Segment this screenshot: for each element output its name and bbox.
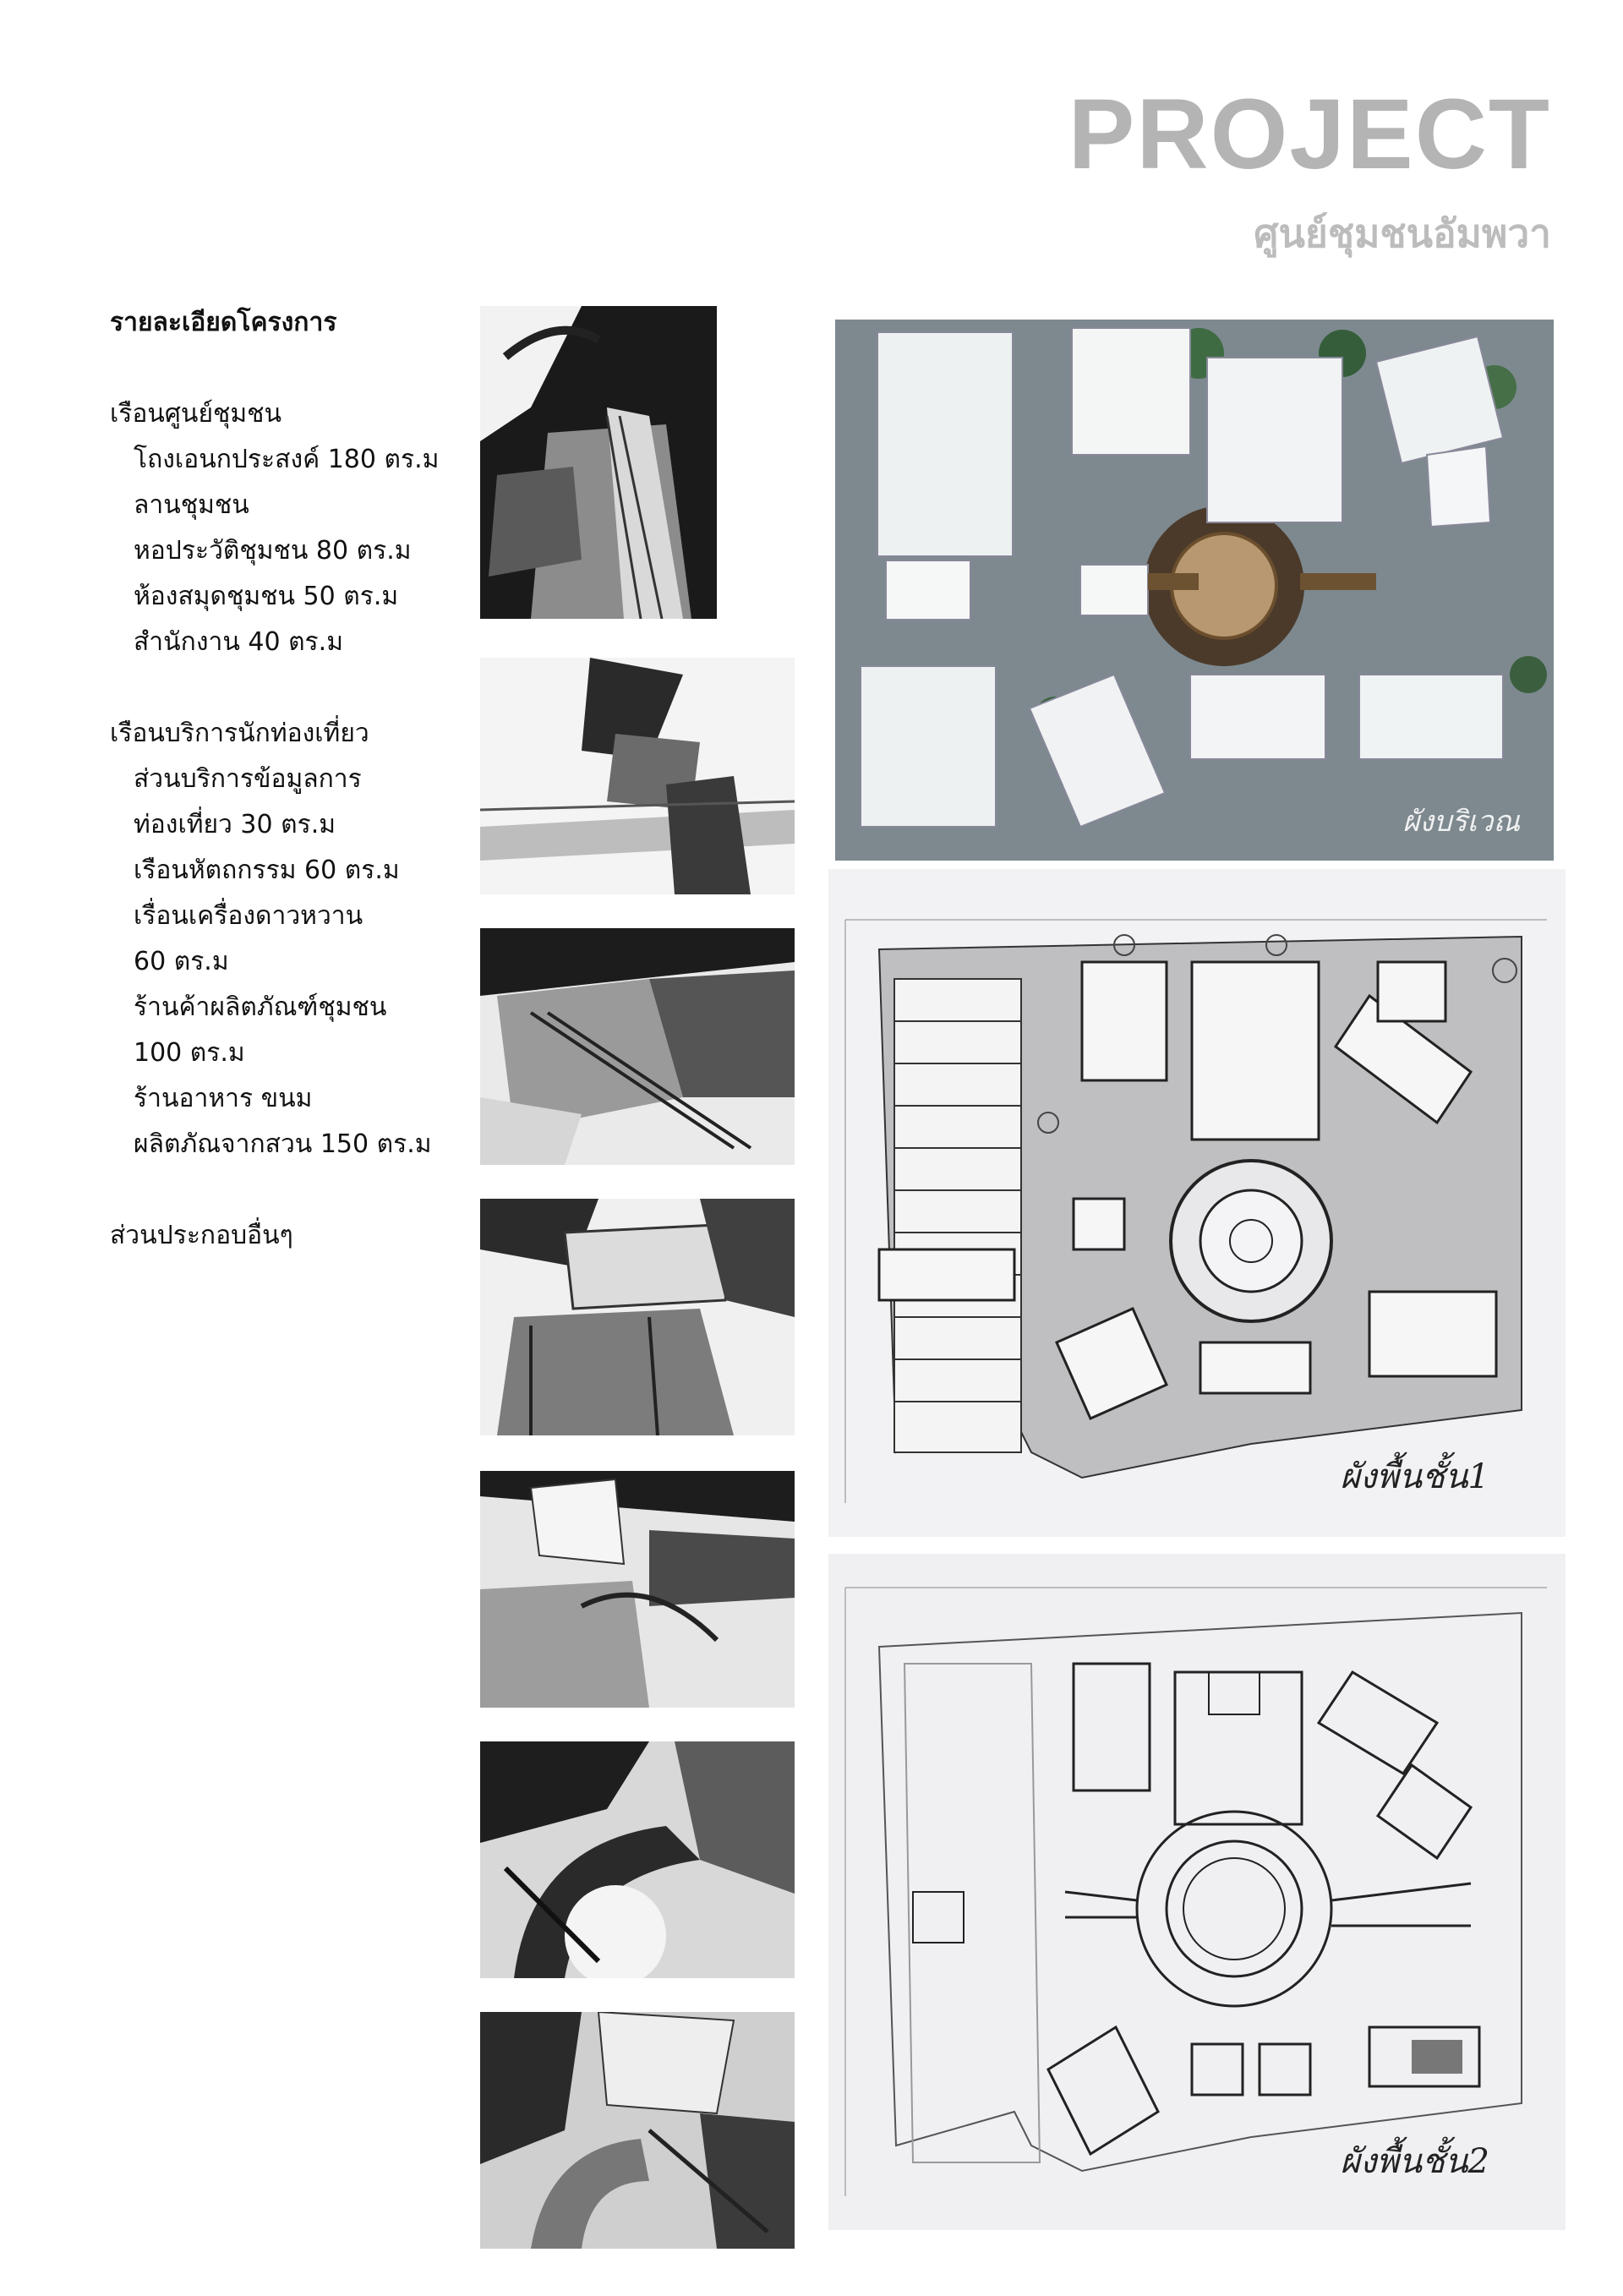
detail-group-community — [110, 391, 465, 665]
detail-item: หอประวัติชุมชน 80 ตร.ม — [134, 536, 412, 566]
detail-group-other — [110, 1213, 465, 1259]
detail-item: เรื่อนเครื่องดาวหวาน — [134, 901, 363, 931]
detail-item: ส่วนบริการข้อมูลการ — [134, 764, 362, 794]
detail-item: ร้านอาหาร ขนม — [134, 1084, 313, 1113]
model-photo-3 — [480, 928, 795, 1165]
floor-plan-2 — [828, 1554, 1566, 2230]
detail-item: 60 ตร.ม — [134, 947, 229, 976]
detail-item: ร้านค้าผลิตภัณฑ์ชุมชน — [134, 992, 387, 1022]
page-header — [1068, 79, 1551, 265]
project-details — [110, 300, 465, 1304]
detail-item: โถงเอนกประสงค์ 180 ตร.ม — [134, 445, 440, 474]
floor-plan-2-label: ผังพื้นชั้น2 — [1340, 2142, 1489, 2181]
detail-item: ท่องเที่ยว 30 ตร.ม — [134, 810, 336, 839]
detail-item: ลานชุมชน — [134, 490, 249, 520]
model-photo-4 — [480, 1199, 795, 1435]
detail-group-title: เรือนศูนย์ชุมชน — [110, 399, 282, 429]
model-photo-7 — [480, 2012, 795, 2249]
floor-plan-1-label: ผังพื้นชั้น1 — [1340, 1457, 1489, 1496]
model-photo-6 — [480, 1741, 795, 1978]
detail-item: 100 ตร.ม — [134, 1038, 245, 1068]
model-photo-5 — [480, 1471, 795, 1708]
site-plan-render — [835, 320, 1554, 861]
render-label: ผังบริเวณ — [1402, 805, 1520, 839]
floor-plan-1 — [828, 869, 1566, 1537]
detail-group-title: เรือนบริการนักท่องเที่ยว — [110, 719, 369, 748]
details-heading: รายละเอียดโครงการ — [110, 308, 337, 337]
detail-item: เรือนหัตถกรรม 60 ตร.ม — [134, 856, 400, 885]
page-title: PROJECT — [1068, 79, 1551, 190]
detail-item: ผลิตภัณจากสวน 150 ตร.ม — [134, 1129, 432, 1159]
page-subtitle: ศูนย์ชุมชนอัมพวา — [1254, 210, 1551, 256]
model-photo-2 — [480, 658, 795, 894]
model-photo-1 — [480, 306, 717, 619]
detail-item: ห้องสมุดชุมชน 50 ตร.ม — [134, 582, 399, 611]
detail-group-tourist — [110, 711, 465, 1167]
detail-group-title: ส่วนประกอบอื่นๆ — [110, 1221, 293, 1250]
detail-item: สำนักงาน 40 ตร.ม — [134, 627, 343, 657]
